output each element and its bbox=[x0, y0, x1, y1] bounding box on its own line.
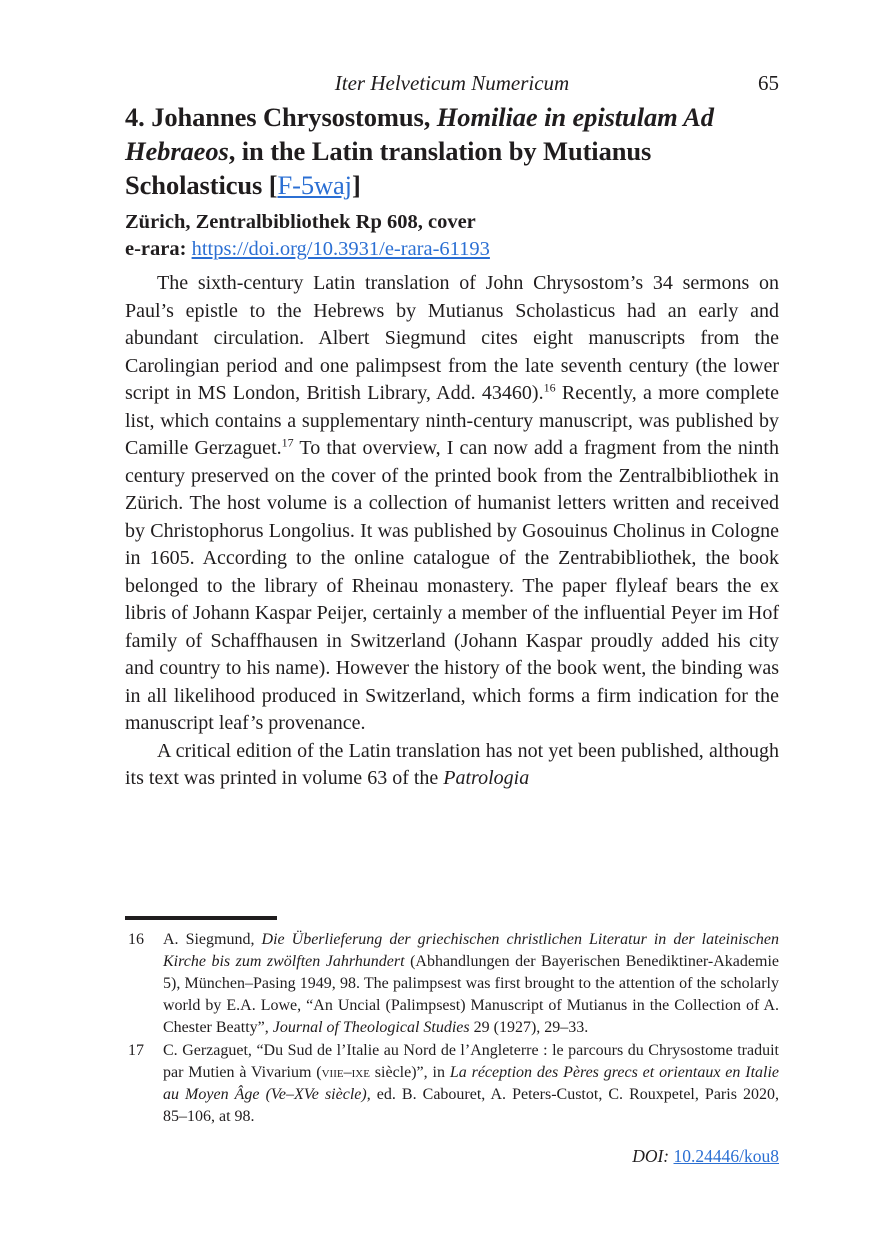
doi-label: DOI: bbox=[632, 1146, 674, 1167]
footnote bbox=[125, 929, 779, 1040]
text-run: 4. Johannes Chrysostomus, bbox=[125, 102, 437, 132]
doi-link[interactable]: 10.24446/kou8 bbox=[673, 1146, 779, 1167]
footnote-number: 17 bbox=[128, 1041, 144, 1059]
text-run: ] bbox=[351, 170, 361, 200]
doi-line bbox=[125, 1144, 779, 1168]
text-run: Recently, a more complete list, which contains a supplementary ninth-century manuscript, was published by Camille Gerzaguet. bbox=[125, 382, 779, 459]
catalogue-id-link[interactable]: F-5waj bbox=[277, 170, 352, 200]
body-text bbox=[125, 270, 779, 793]
text-run: , in the Latin translation by Mutianus Scholasticus [ bbox=[125, 136, 652, 200]
italic-text: La réception des Pères grecs et orientaux en Italie au Moyen Âge (Ve–XVe siècle) bbox=[163, 1063, 780, 1103]
text-run: A. Siegmund, bbox=[163, 930, 262, 948]
italic-text: Homiliae in epistulam Ad Hebraeos bbox=[125, 102, 714, 166]
text-run: , ed. B. Cabouret, A. Peters-Custot, C. Rouxpetel, Paris 2020, 85–106, at 98. bbox=[163, 1085, 779, 1126]
footnote-marker: 16 bbox=[543, 380, 556, 395]
text-run: (Abhandlungen der Bayerischen Benediktiner-Akademie 5), München–Pasing 1949, 98. The palimpsest was first brought to the attention of the scholarly world by E.A. Lowe, “An Uncial (Palimpsest) Manuscript of Mutianus in the Collection of A. Chester Beatty”, bbox=[163, 952, 779, 1037]
running-title: Iter Helveticum Numericum bbox=[334, 71, 570, 95]
body-paragraph bbox=[125, 738, 779, 793]
footnote bbox=[125, 1040, 779, 1129]
footnote-number: 16 bbox=[128, 930, 144, 948]
footnote-text bbox=[163, 1042, 779, 1126]
text-run: The sixth-century Latin translation of John Chrysostom’s 34 sermons on Paul’s epistle to the Hebrews by Mutianus Scholasticus had an early and abundant circulation. Albert Siegmund cites eight manuscripts from the Carolingian period and one palimpsest from the late seventh century (the lower script in MS London, British Library, Add. 43460). bbox=[125, 272, 779, 404]
text-run: siècle)”, in bbox=[369, 1063, 450, 1081]
shelfmark-line: Zürich, Zentralbibliothek Rp 608, cover bbox=[125, 211, 476, 233]
italic-text: Patrologia bbox=[443, 767, 530, 789]
text-run: To that overview, I can now add a fragment from the ninth century preserved on the cover of the printed book from the Zentralbibliothek in Zürich. The host volume is a collection of humanist letters written and received by Christophorus Longolius. It was published by Gosouinus Cholinus in Cologne in 1605. According to the online catalogue of the Zentrabibliothek, the book belonged to the library of Rheinau monastery. The paper flyleaf bears the ex libris of Johann Kaspar Peijer, certainly a member of the influential Peyer im Hof family of Schaffhausen in Switzerland (Johann Kaspar proudly added his city and country to his name). However the history of the book went, the binding was in all likelihood produced in Switzerland, which forms a firm indication for the manuscript leaf’s provenance. bbox=[125, 437, 779, 734]
erara-label: e-rara: bbox=[125, 238, 192, 260]
erara-line bbox=[125, 236, 779, 263]
footnote-zone bbox=[125, 916, 779, 1168]
italic-text: Die Überlieferung der griechischen christlichen Literatur in der lateinischen Kirche bis zum zwölften Jahrhundert bbox=[163, 930, 779, 970]
italic-text: Journal of Theological Studies bbox=[272, 1019, 470, 1037]
text-run: 29 (1927), 29–33. bbox=[469, 1019, 589, 1037]
footnote-marker: 17 bbox=[281, 435, 294, 450]
text-run: A critical edition of the Latin translation has not yet been published, although its text was printed in volume 63 of the bbox=[125, 739, 779, 789]
erara-doi-link[interactable]: https://doi.org/10.3931/e-rara-61193 bbox=[191, 238, 490, 260]
small-caps-text: viie–ixe bbox=[321, 1063, 370, 1081]
body-paragraph bbox=[125, 270, 779, 738]
footnote-separator-rule bbox=[125, 916, 277, 920]
footnote-text bbox=[163, 931, 779, 1037]
page-number: 65 bbox=[758, 71, 779, 95]
section-heading bbox=[125, 100, 779, 202]
text-run: C. Gerzaguet, “Du Sud de l’Italie au Nord de l’Angleterre : le parcours du Chrysostome traduit par Mutien à Vivarium ( bbox=[163, 1041, 779, 1081]
running-head bbox=[125, 0, 779, 100]
